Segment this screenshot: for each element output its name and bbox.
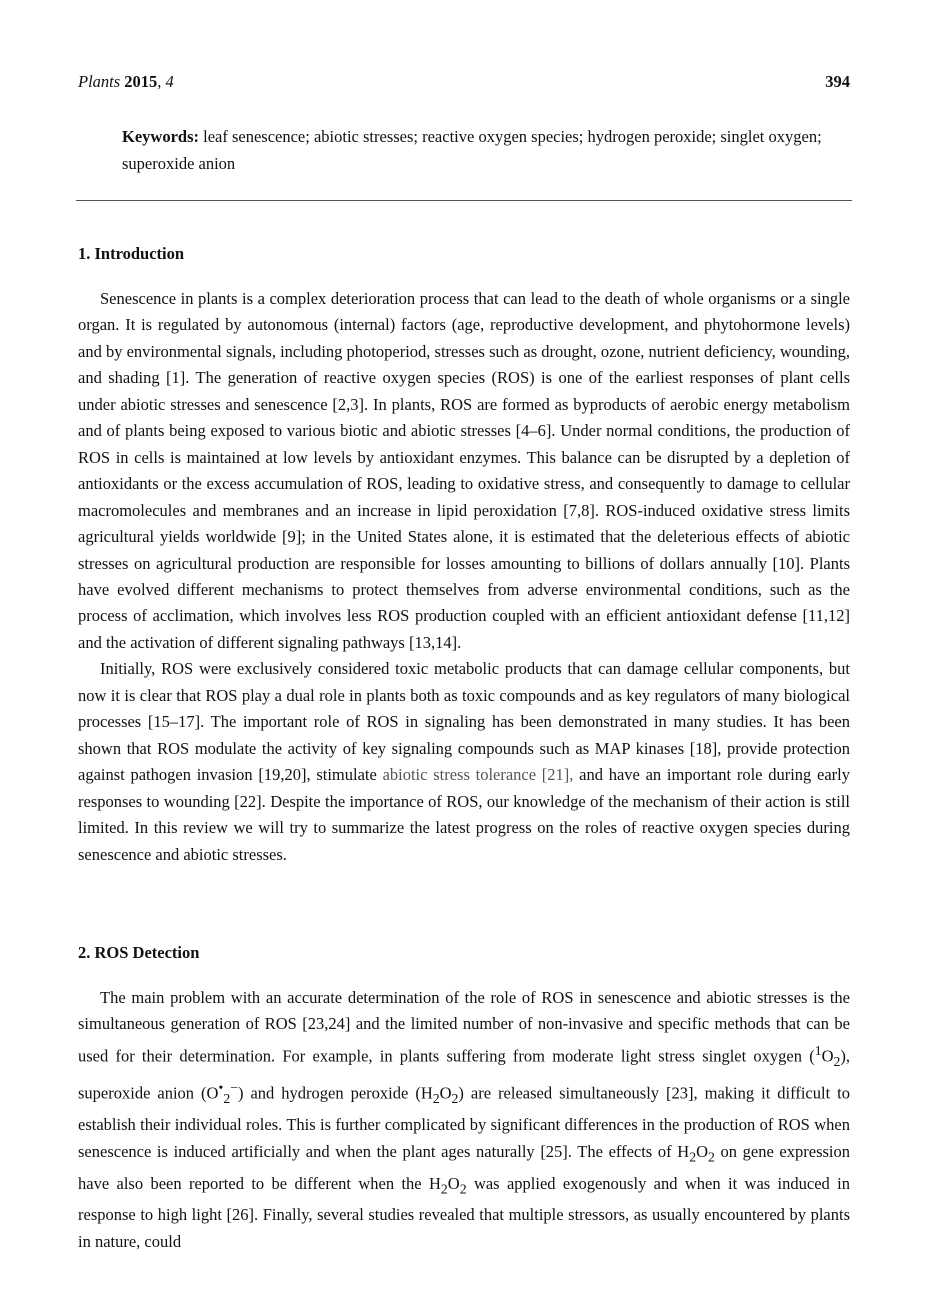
- keywords-text: leaf senescence; abiotic stresses; reactive oxygen species; hydrogen peroxide; singlet oxygen; superoxide anion: [122, 127, 822, 173]
- section-2-body: [78, 985, 850, 1255]
- section-1-title: 1. Introduction: [78, 244, 185, 263]
- section-1-paragraph-1: Senescence in plants is a complex deterioration process that can lead to the death of whole organisms or a single organ. It is regulated by autonomous (internal) factors (age, reproductive development, and phytohormone levels) and by environmental signals, including photoperiod, stresses such as drought, ozone, nutrient deficiency, wounding, and shading [1]. The generation of reactive oxygen species (ROS) is one of the earliest responses of plant cells under abiotic stresses and senescence [2,3]. In plants, ROS are formed as byproducts of aerobic energy metabolism and of plants being exposed to various biotic and abiotic stresses [4–6]. Under normal conditions, the production of ROS in cells is maintained at low levels by antioxidant enzymes. This balance can be disrupted by a depletion of antioxidants or the excess accumulation of ROS, leading to oxidative stress, and consequently to damage to cellular macromolecules and membranes and an increase in lipid peroxidation [7,8]. ROS-induced oxidative stress limits agricultural yields worldwide [9]; in the United States alone, it is estimated that the deleterious effects of abiotic stresses on agricultural production are responsible for losses amounting to billions of dollars annually [10]. Plants have evolved different mechanisms to protect themselves from adverse environmental conditions, such as the process of acclimation, which involves less ROS production coupled with an efficient antioxidant defense [11,12] and the activation of different signaling pathways [13,14].: [78, 289, 850, 652]
- section-divider: [76, 200, 852, 201]
- section-1-paragraph-2: [78, 656, 850, 868]
- page-number: 394: [825, 72, 850, 91]
- journal-citation: Plants 2015, 4: [78, 72, 174, 91]
- keywords-label: Keywords:: [122, 127, 199, 146]
- journal-volume: 4: [165, 72, 174, 91]
- paragraph-2-part-a: Initially, ROS were exclusively considered toxic metabolic products that can damage cellular components, but now it is clear that ROS play a dual role in plants both as toxic compounds and as key regulators of many biological processes [15–17]. The important role of ROS in signaling has been demonstrated in many studies. It has been shown that ROS modulate the activity of key signaling compounds such as MAP kinases [18], provide protection against pathogen invasion [19,20], stimulate: [78, 659, 850, 785]
- journal-year: 2015: [124, 72, 158, 91]
- paragraph-2-citation-21: abiotic stress tolerance [21],: [382, 765, 574, 785]
- page-header: [78, 72, 850, 96]
- section-1-body: [78, 286, 850, 868]
- journal-name: Plants: [78, 72, 121, 91]
- section-2-paragraph-1: The main problem with an accurate determination of the role of ROS in senescence and abiotic stresses is the simultaneous generation of ROS [23,24] and the limited number of non-invasive and specific methods that can be used for their determination. For example, in plants suffering from moderate light stress singlet oxygen $(^1O_2)$, superoxide anion $(O^•_2^-)$ and hydrogen peroxide $(H_2O_2)$ are released simultaneously [23], making it difficult to establish their individual roles. This is further complicated by significant differences in the production of ROS when senescence is induced artificially and when the plant ages naturally [25]. The effects of $H_2O_2$ on gene expression have also been reported to be different when the $H_2O_2$ was applied exogenously and when it was induced in response to high light [26]. Finally, several studies revealed that multiple stressors, as usually encountered by plants in nature, could: [78, 988, 850, 1251]
- keywords-block: [122, 124, 822, 177]
- section-2-title: 2. ROS Detection: [78, 943, 200, 962]
- paragraph-2-part-c: and have an important role during early responses to wounding [22]. Despite the importance of ROS, our knowledge of the mechanism of their action is still limited. In this review we will try to summarize the latest progress on the roles of reactive oxygen species during senescence and abiotic stresses.: [78, 765, 851, 864]
